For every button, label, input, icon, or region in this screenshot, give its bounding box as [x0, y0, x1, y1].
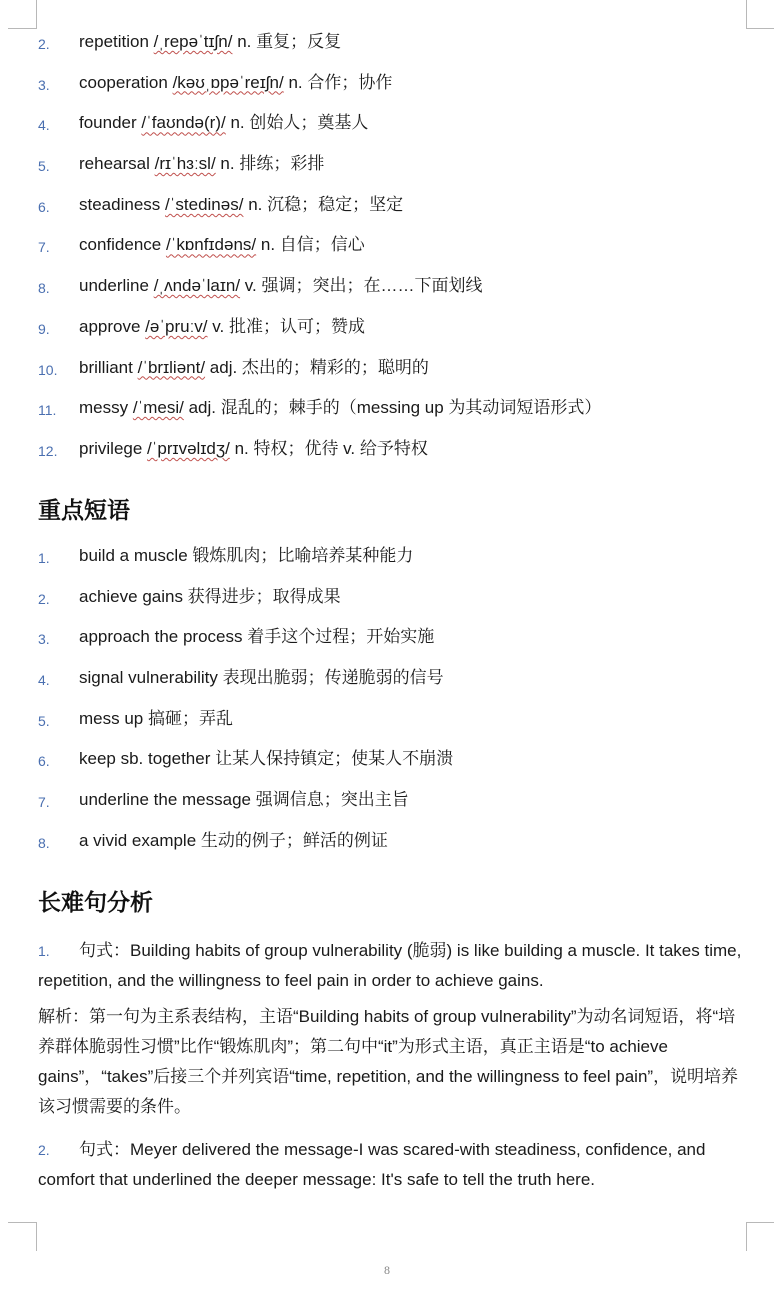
vocab-definition: adj. 混乱的；棘手的（messing up 为其动词短语形式） — [188, 398, 602, 418]
crop-mark-bottom-right — [746, 1222, 774, 1251]
sentence-text: 句式：Building habits of group vulnerability (脆弱) is like building a muscle. It takes time, repetition, and the willingness to feel pain in order to achieve gains. — [38, 941, 742, 990]
vocab-phonetic: /rɪˈhɜːsl/ — [154, 154, 216, 174]
vocab-phonetic: /ˈprɪvəlɪdʒ/ — [147, 438, 230, 458]
vocab-word: cooperation — [79, 72, 168, 92]
vocab-item — [0, 154, 774, 195]
page-number: 8 — [384, 1263, 390, 1277]
vocab-item — [0, 73, 774, 114]
vocab-definition: adj. 杰出的；精彩的；聪明的 — [209, 357, 429, 377]
vocab-word: rehearsal — [79, 154, 150, 174]
list-number: 1. — [38, 943, 50, 959]
phrase-list — [0, 546, 774, 872]
vocab-item — [0, 195, 774, 236]
list-number: 9. — [38, 320, 50, 337]
vocab-item — [0, 358, 774, 399]
vocab-phonetic: /kəʊˌɒpəˈreɪʃn/ — [172, 72, 284, 92]
phrase-text: keep sb. together 让某人保持镇定；使某人不崩溃 — [79, 749, 454, 769]
phrase-item — [0, 749, 774, 790]
list-number: 6. — [38, 198, 50, 215]
analysis-sentence-2 — [38, 1135, 750, 1195]
list-number: 3. — [38, 76, 50, 93]
vocab-word: confidence — [79, 235, 162, 255]
vocab-item — [0, 276, 774, 317]
crop-mark-top-right — [746, 0, 774, 29]
vocabulary-list — [0, 32, 774, 480]
vocab-phonetic: /ˌʌndəˈlaɪn/ — [153, 276, 241, 296]
analysis-sentence-1 — [38, 936, 750, 996]
vocab-definition: n. 自信；信心 — [260, 235, 365, 255]
vocab-word: brilliant — [79, 357, 133, 377]
phrase-item — [0, 627, 774, 668]
vocab-item — [0, 113, 774, 154]
list-number: 7. — [38, 794, 50, 811]
phrase-item — [0, 546, 774, 587]
section-heading-phrases: 重点短语 — [38, 497, 130, 523]
phrase-text: underline the message 强调信息；突出主旨 — [79, 790, 409, 810]
vocab-definition: v. 批准；认可；赞成 — [212, 316, 365, 336]
phrase-text: mess up 搞砸；弄乱 — [79, 708, 233, 728]
list-number: 12. — [38, 442, 58, 459]
vocab-item — [0, 439, 774, 480]
vocab-phonetic: /ˈstedinəs/ — [165, 194, 244, 214]
vocab-word: messy — [79, 398, 129, 418]
list-number: 4. — [38, 672, 50, 689]
vocab-phonetic: /əˈpruːv/ — [145, 316, 208, 336]
vocab-definition: n. 合作；协作 — [288, 72, 393, 92]
sentence-text: 句式：Meyer delivered the message-I was scared-with steadiness, confidence, and comfort that underlined the deeper message: It's safe to tell the truth here. — [38, 1140, 706, 1189]
list-number: 2. — [38, 36, 50, 52]
phrase-text: approach the process 着手这个过程；开始实施 — [79, 627, 435, 647]
phrase-text: signal vulnerability 表现出脆弱；传递脆弱的信号 — [79, 668, 444, 688]
list-number: 8. — [38, 280, 50, 297]
vocab-word: underline — [79, 276, 149, 296]
vocab-phonetic: /ˈmesi/ — [132, 398, 184, 418]
list-number: 6. — [38, 753, 50, 770]
vocab-definition: n. 重复；反复 — [237, 32, 342, 51]
list-number: 11. — [38, 402, 57, 419]
vocab-definition: n. 沉稳；稳定；坚定 — [248, 194, 404, 214]
vocab-phonetic: /ˈkɒnfɪdəns/ — [165, 235, 257, 255]
phrase-item — [0, 668, 774, 709]
crop-mark-top-left — [8, 0, 37, 29]
list-number: 4. — [38, 117, 50, 134]
vocab-word: privilege — [79, 438, 143, 458]
list-number: 2. — [38, 590, 50, 607]
vocab-definition: n. 排练；彩排 — [220, 154, 325, 174]
list-number: 1. — [38, 550, 50, 566]
vocab-phonetic: /ˌrepəˈtɪʃn/ — [153, 32, 233, 51]
phrase-item — [0, 709, 774, 750]
phrase-text: a vivid example 生动的例子；鲜活的例证 — [79, 830, 388, 850]
vocab-item — [0, 32, 774, 73]
vocab-definition: n. 特权；优待 v. 给予特权 — [234, 438, 428, 458]
list-number: 10. — [38, 361, 58, 378]
list-number: 3. — [38, 631, 50, 648]
phrase-text: build a muscle 锻炼肌肉；比喻培养某种能力 — [79, 546, 414, 565]
phrase-text: achieve gains 获得进步；取得成果 — [79, 586, 341, 606]
vocab-phonetic: /ˈfaʊndə(r)/ — [141, 113, 226, 133]
section-heading-analysis: 长难句分析 — [38, 889, 153, 915]
list-number: 2. — [38, 1142, 50, 1158]
vocab-word: founder — [79, 113, 137, 133]
vocab-definition: v. 强调；突出；在……下面划线 — [244, 276, 483, 296]
vocab-phonetic: /ˈbrɪliənt/ — [137, 357, 206, 377]
phrase-item — [0, 790, 774, 831]
vocab-word: steadiness — [79, 194, 161, 214]
list-number: 5. — [38, 158, 50, 175]
list-number: 5. — [38, 712, 50, 729]
vocab-definition: n. 创始人；奠基人 — [230, 113, 369, 133]
analysis-explanation-1: 解析：第一句为主系表结构，主语“Building habits of group vulnerability”为动名词短语，将“培养群体脆弱性习惯”比作“锻炼肌肉”；第二句中“it”为形式主语，真正主语是“to achieve gains”，“takes”后接三个并列宾语“time, repetition, and the willingness to feel pain”，说明培养该习惯需要的条件。 — [38, 1007, 739, 1116]
vocab-item — [0, 235, 774, 276]
crop-mark-bottom-left — [8, 1222, 37, 1251]
vocab-item — [0, 317, 774, 358]
list-number: 7. — [38, 239, 50, 256]
vocab-item — [0, 398, 774, 439]
vocab-word: repetition — [79, 32, 149, 51]
phrase-item — [0, 587, 774, 628]
list-number: 8. — [38, 834, 50, 851]
vocab-word: approve — [79, 316, 141, 336]
phrase-item — [0, 831, 774, 872]
